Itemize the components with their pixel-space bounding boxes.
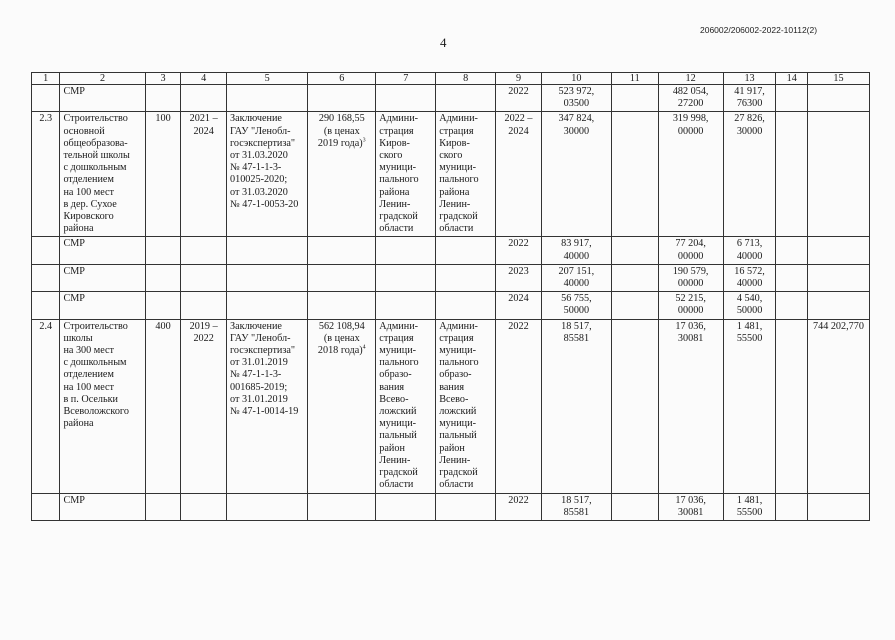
column-header: 4 <box>181 73 227 85</box>
table-cell <box>776 112 807 237</box>
cost-text: 290 168,55 (в ценах 2019 года) <box>317 113 365 149</box>
table-cell <box>776 237 807 264</box>
page-number: 4 <box>440 35 447 50</box>
table-cell <box>376 237 436 264</box>
table-cell <box>32 237 60 264</box>
table-cell: Строительство основной общеобразова- тельной школы с дошкольным отделением на 100 мест в дер. Сухое Кировского района <box>60 112 145 237</box>
table-cell <box>611 493 658 520</box>
footnote-mark: 3 <box>362 137 366 144</box>
table-cell: 6 713, 40000 <box>723 237 776 264</box>
table-cell <box>308 319 376 493</box>
table-cell <box>611 237 658 264</box>
table-cell <box>376 292 436 319</box>
table-cell: 52 215, 00000 <box>658 292 723 319</box>
table-cell <box>807 493 869 520</box>
table-cell <box>436 264 496 291</box>
column-header: 12 <box>658 73 723 85</box>
table-row <box>32 319 870 493</box>
table-cell: Заключение ГАУ "Ленобл- госэкспертиза" от 31.03.2020 № 47-1-1-3- 010025-2020; от 31.03.2020 № 47-1-0053-20 <box>227 112 308 237</box>
table-cell <box>227 292 308 319</box>
column-header: 6 <box>308 73 376 85</box>
table-cell: 16 572, 40000 <box>723 264 776 291</box>
table-cell <box>308 493 376 520</box>
table-cell: 27 826, 30000 <box>723 112 776 237</box>
table-cell <box>227 237 308 264</box>
table-cell <box>376 85 436 112</box>
column-header: 13 <box>723 73 776 85</box>
table-cell: 2.4 <box>32 319 60 493</box>
table-cell <box>181 292 227 319</box>
table-cell <box>807 112 869 237</box>
table-cell <box>376 493 436 520</box>
table-cell <box>436 292 496 319</box>
table-cell: СМР <box>60 85 145 112</box>
cost-text: 562 108,94 (в ценах 2018 года) <box>317 320 365 357</box>
table-cell: Заключение ГАУ "Ленобл- госэкспертиза" от 31.01.2019 № 47-1-1-3- 001685-2019; от 31.01.2019 № 47-1-0014-19 <box>227 319 308 493</box>
table-row <box>32 264 870 291</box>
table-cell <box>32 292 60 319</box>
table-cell <box>145 493 181 520</box>
table-cell: СМР <box>60 237 145 264</box>
table-row <box>32 237 870 264</box>
column-header: 15 <box>807 73 869 85</box>
table-cell <box>807 237 869 264</box>
table-cell <box>776 493 807 520</box>
table-cell: 2022 – 2024 <box>496 112 542 237</box>
footnote-mark: 4 <box>362 344 366 351</box>
data-table <box>31 72 870 521</box>
table-cell: 2021 – 2024 <box>181 112 227 237</box>
table-cell: 2022 <box>496 237 542 264</box>
table-cell: 400 <box>145 319 181 493</box>
table-cell <box>807 264 869 291</box>
table-cell: Админи- страция Киров- ского муници- пального района Ленин- градской области <box>376 112 436 237</box>
table-cell: СМР <box>60 292 145 319</box>
table-cell: 2.3 <box>32 112 60 237</box>
table-cell: Админи- страция муници- пального образо- вания Всево- ложский муници- пальный район Ленин- градской области <box>376 319 436 493</box>
table-cell <box>181 493 227 520</box>
table-cell: 56 755, 50000 <box>541 292 611 319</box>
table-cell: 83 917, 40000 <box>541 237 611 264</box>
table-cell: 100 <box>145 112 181 237</box>
table-cell <box>436 85 496 112</box>
table-row <box>32 292 870 319</box>
table-cell: 207 151, 40000 <box>541 264 611 291</box>
table-cell <box>32 493 60 520</box>
table-row <box>32 493 870 520</box>
table-cell <box>776 85 807 112</box>
table-cell: 77 204, 00000 <box>658 237 723 264</box>
table-cell <box>145 237 181 264</box>
table-cell <box>776 292 807 319</box>
column-header-row <box>32 73 870 85</box>
table-cell: Админи- страция муници- пального образо- вания Всево- ложский муници- пальный район Ленин- градской области <box>436 319 496 493</box>
table-cell <box>308 292 376 319</box>
table-cell <box>611 112 658 237</box>
table-cell: 17 036, 30081 <box>658 493 723 520</box>
table-cell: 4 540, 50000 <box>723 292 776 319</box>
table-cell: 744 202,770 <box>807 319 869 493</box>
document-id: 206002/206002-2022-10112(2) <box>700 25 818 35</box>
table-cell <box>436 237 496 264</box>
column-header: 10 <box>541 73 611 85</box>
table-cell <box>611 319 658 493</box>
table-cell <box>145 264 181 291</box>
table-cell: 319 998, 00000 <box>658 112 723 237</box>
column-header: 14 <box>776 73 807 85</box>
column-header: 2 <box>60 73 145 85</box>
table-cell <box>181 85 227 112</box>
table-cell <box>181 264 227 291</box>
table-cell: 2022 <box>496 85 542 112</box>
table-cell: 2022 <box>496 493 542 520</box>
table-cell: 2019 – 2022 <box>181 319 227 493</box>
table-cell <box>308 237 376 264</box>
column-header: 7 <box>376 73 436 85</box>
table-cell: 1 481, 55500 <box>723 319 776 493</box>
table-cell: 523 972, 03500 <box>541 85 611 112</box>
table-cell <box>227 264 308 291</box>
table-cell: Строительство школы на 300 мест с дошкольным отделением на 100 мест в п. Осельки Всеволожского района <box>60 319 145 493</box>
table-cell: 41 917, 76300 <box>723 85 776 112</box>
table-cell <box>611 264 658 291</box>
table-cell <box>611 292 658 319</box>
table-cell: 2023 <box>496 264 542 291</box>
column-header: 8 <box>436 73 496 85</box>
table-cell <box>145 292 181 319</box>
column-header: 5 <box>227 73 308 85</box>
table-cell <box>308 85 376 112</box>
table-cell: Админи- страция Киров- ского муници- пального района Ленин- градской области <box>436 112 496 237</box>
table-row <box>32 85 870 112</box>
table-cell: 190 579, 00000 <box>658 264 723 291</box>
table-cell: 2024 <box>496 292 542 319</box>
table-cell: 347 824, 30000 <box>541 112 611 237</box>
table-cell <box>32 264 60 291</box>
column-header: 3 <box>145 73 181 85</box>
table-cell <box>227 85 308 112</box>
table-cell: 1 481, 55500 <box>723 493 776 520</box>
table-cell <box>145 85 181 112</box>
table-cell <box>776 264 807 291</box>
table-cell <box>308 112 376 237</box>
table-cell <box>376 264 436 291</box>
table-cell <box>807 85 869 112</box>
table-cell <box>308 264 376 291</box>
table-cell <box>776 319 807 493</box>
column-header: 11 <box>611 73 658 85</box>
table-cell <box>181 237 227 264</box>
column-header: 9 <box>496 73 542 85</box>
table-cell: СМР <box>60 493 145 520</box>
table-row <box>32 112 870 237</box>
table-cell: 18 517, 85581 <box>541 319 611 493</box>
table-cell: 17 036, 30081 <box>658 319 723 493</box>
column-header: 1 <box>32 73 60 85</box>
table-cell <box>436 493 496 520</box>
table-cell: 18 517, 85581 <box>541 493 611 520</box>
table-cell: СМР <box>60 264 145 291</box>
table-cell <box>227 493 308 520</box>
table-cell: 482 054, 27200 <box>658 85 723 112</box>
table-cell: 2022 <box>496 319 542 493</box>
table-cell <box>32 85 60 112</box>
table-cell <box>611 85 658 112</box>
table-cell <box>807 292 869 319</box>
